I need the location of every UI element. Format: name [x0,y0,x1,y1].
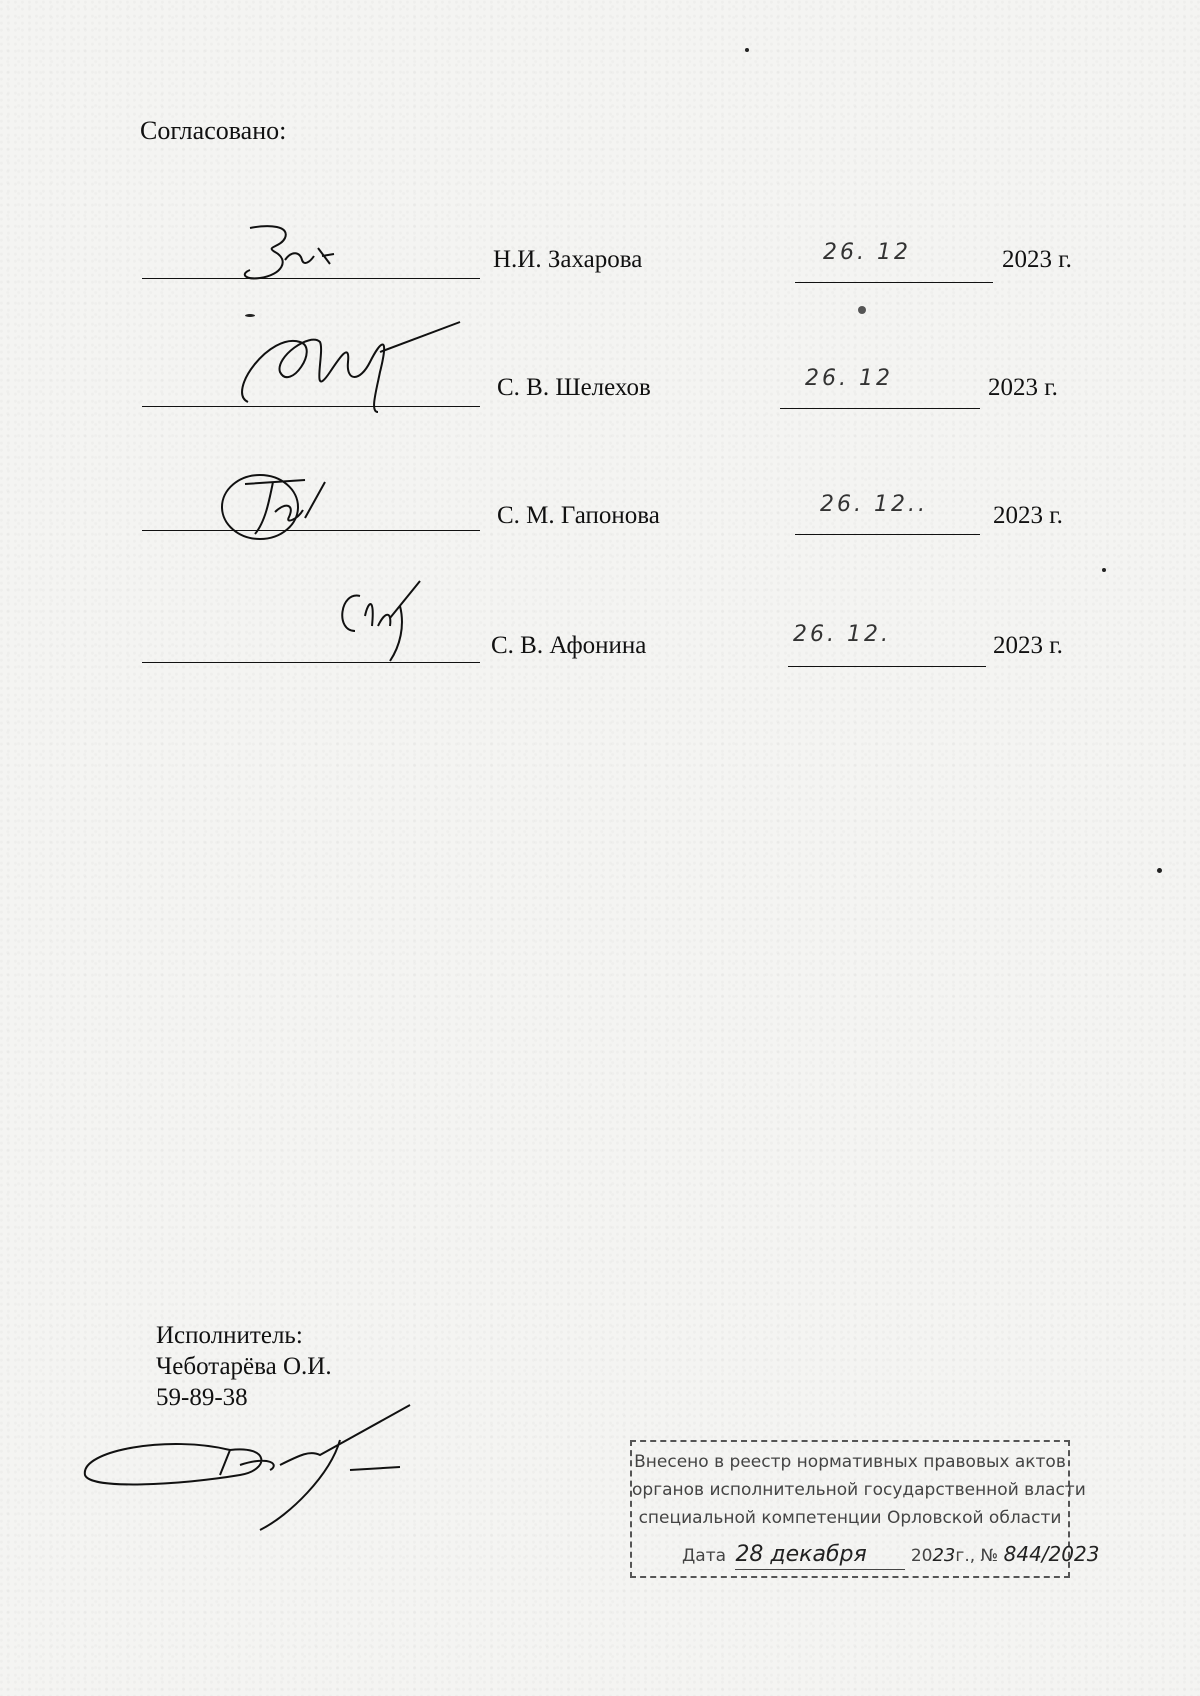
stamp-year-prefix: 20 [910,1546,933,1566]
scan-speck [1157,868,1162,873]
stamp-line: органов исполнительной государственной власти [632,1480,1086,1500]
scan-speck [745,48,749,52]
signatory-row [0,210,1200,290]
date-year: 2023 г. [988,374,1058,401]
stamp-year-handwritten: 23 [932,1545,956,1566]
handwritten-signature [230,220,360,290]
signatory-name: С. М. Гапонова [497,502,660,529]
signatory-name: С. В. Шелехов [497,374,651,401]
handwritten-signature [330,576,440,666]
date-year: 2023 г. [993,632,1063,659]
handwritten-signature [205,462,355,552]
signature-line [142,662,480,663]
signature-line [142,530,480,531]
signatory-name: С. В. Афонина [491,632,647,659]
scan-speck [858,306,866,314]
handwritten-signature [70,1395,420,1535]
stamp-date-line [682,1540,1099,1570]
signatory-row [0,596,1200,676]
stamp-date-handwritten: 28 декабря [735,1541,905,1570]
date-year: 2023 г. [1002,246,1072,273]
handwritten-date: 26. 12.. [820,492,928,517]
registry-stamp [630,1440,1100,1578]
stamp-line: специальной компетенции Орловской области [638,1508,1062,1528]
signatory-name: Н.И. Захарова [493,246,643,273]
heading-agreed: Согласовано: [140,116,287,145]
stamp-number-handwritten: 844/2023 [1003,1542,1100,1566]
scan-speck [245,314,255,317]
signatory-row [0,340,1200,420]
date-year: 2023 г. [993,502,1063,529]
signature-line [142,278,480,279]
handwritten-date: 26. 12 [823,240,911,265]
signature-line [142,406,480,407]
executor-name: Чеботарёва О.И. [156,1353,332,1380]
stamp-year-suffix: г., № [955,1546,999,1566]
handwritten-date: 26. 12. [793,622,891,647]
executor-phone: 59-89-38 [156,1384,248,1411]
scan-speck [1102,568,1106,572]
signatory-row [0,468,1200,548]
executor-label: Исполнитель: [156,1322,303,1349]
handwritten-date: 26. 12 [805,366,893,391]
stamp-line: Внесено в реестр нормативных правовых актов [634,1452,1066,1472]
stamp-date-label: Дата [682,1546,727,1566]
